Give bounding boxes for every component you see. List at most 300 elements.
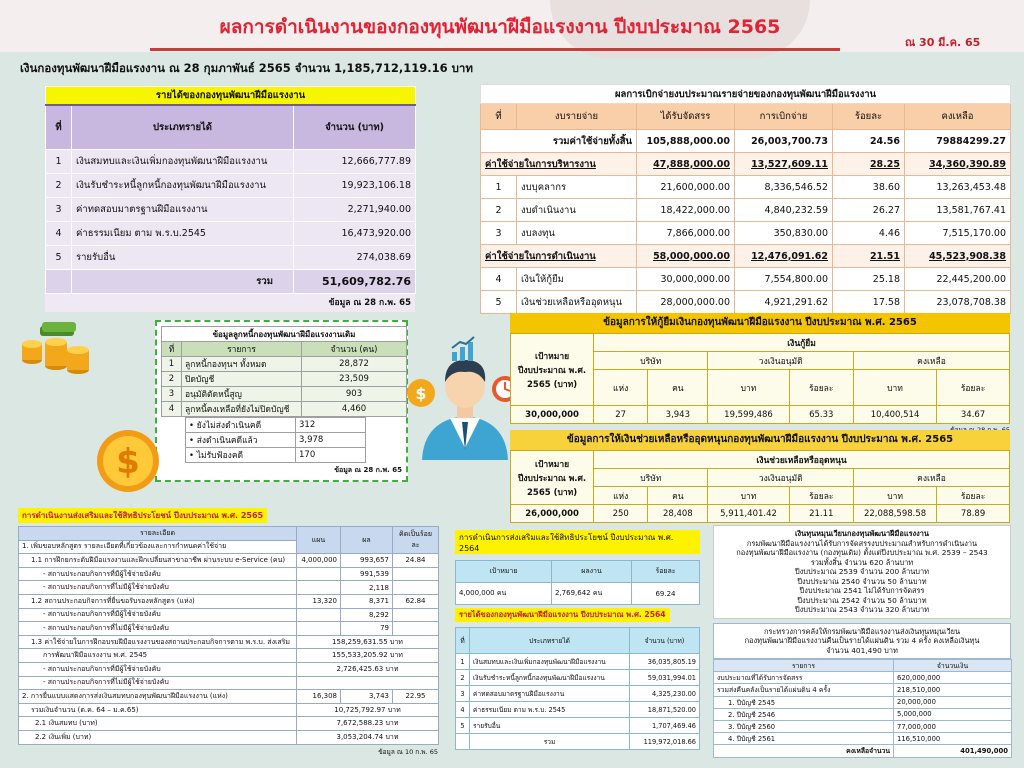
table-row	[19, 622, 439, 636]
cell-value: 21.11	[789, 505, 853, 523]
table-row	[162, 357, 407, 372]
cell-target: 26,000,000	[511, 505, 594, 523]
table-row	[19, 567, 439, 581]
cell-plan: 4,000,000	[297, 554, 341, 568]
promotion-header-result: ผล	[341, 527, 393, 554]
cell-no: 5	[456, 718, 470, 734]
cell-value: 22,088,598.58	[854, 505, 937, 523]
cell-total-label: รวม	[72, 270, 294, 294]
cell-no: 2	[46, 174, 72, 198]
cell-value: 10,400,514	[853, 406, 936, 424]
cell-no: 2	[162, 372, 182, 387]
cell-name: • ไม่รับฟ้องคดี	[186, 448, 296, 463]
cell-amount: 116,510,000	[894, 733, 1012, 745]
cell-value: 3,943	[648, 406, 708, 424]
cell-name: ลูกหนี้กองทุนฯ ทั้งหมด	[182, 357, 302, 372]
grant-group: เงินช่วยเหลือหรืออุดหนุน	[594, 451, 1010, 469]
circulation-panel	[713, 525, 1011, 758]
debtor-table	[161, 326, 407, 417]
cell-result: 3,053,204.74 บาท	[297, 730, 439, 744]
cell-pct: 38.60	[833, 176, 905, 199]
cell-result: 8,371	[341, 594, 393, 608]
income-source: ข้อมูล ณ 28 ก.พ. 65	[45, 294, 415, 312]
loan-remain: คงเหลือ	[853, 352, 1009, 370]
cell-total-label: รวม	[470, 734, 630, 750]
cell-name: รายรับอื่น	[470, 718, 630, 734]
cell-spent: 8,336,546.52	[735, 176, 833, 199]
cell-result: 79	[341, 622, 393, 636]
income-caption: รายได้ของกองทุนพัฒนาฝีมือแรงงาน	[46, 87, 416, 105]
cell-result: 993,657	[341, 554, 393, 568]
cell-pct: 24.84	[393, 554, 439, 568]
grant-col-pct: ร้อยละ	[789, 487, 853, 505]
cell-name: เงินช่วยเหลือหรืออุดหนุน	[517, 291, 637, 314]
cell-name: เงินให้กู้ยืม	[517, 268, 637, 291]
income64-panel	[455, 602, 700, 750]
cell-value: 19,599,486	[708, 406, 789, 424]
income64-header-amount: จำนวน (บาท)	[630, 628, 700, 654]
cell-name: ค่าธรรมเนียม ตาม พ.ร.บ.2545	[72, 222, 294, 246]
cell-no: 2	[481, 199, 517, 222]
cell-pct: 4.46	[833, 222, 905, 245]
table-row	[19, 581, 439, 595]
cell-value: 28,872	[302, 357, 407, 372]
circulation-line: ปีงบประมาณ 2539 จำนวน 200 ล้านบาท	[795, 567, 929, 576]
cell-pct: 24.56	[833, 130, 905, 153]
circulation-line: ปีงบประมาณ 2542 จำนวน 50 ล้านบาท	[797, 595, 927, 605]
svg-text:$: $	[415, 384, 427, 403]
promotion-panel	[18, 503, 438, 757]
cell-value: 34.67	[937, 406, 1010, 424]
income64-total-row	[456, 734, 700, 750]
cell-name: เงินรับชำระหนี้ลูกหนี้กองทุนพัฒนาฝีมือแรงงาน	[470, 670, 630, 686]
table-row	[714, 672, 1012, 684]
cell-allocated: 7,866,000.00	[637, 222, 735, 245]
cell-pct: 17.58	[833, 291, 905, 314]
cell-no: 4	[481, 268, 517, 291]
cell-value: 28,408	[648, 505, 708, 523]
cell-allocated: 18,422,000.00	[637, 199, 735, 222]
cell-total: 119,972,018.66	[630, 734, 700, 750]
cell-name: 2.2 เงินเพิ่ม (บาท)	[19, 730, 297, 744]
table-row	[456, 686, 700, 702]
table-row	[186, 418, 366, 433]
promotion-table	[18, 526, 439, 745]
cell-remain: 23,078,708.38	[905, 291, 1011, 314]
table-row	[186, 433, 366, 448]
cell-allocated: 105,888,000.00	[637, 130, 735, 153]
return-line: กระทรวงการคลังให้กรมพัฒนาฝีมือแรงงานส่งเงินทุนหมุนเวียน	[763, 626, 961, 636]
cell-result: 158,259,631.55 บาท	[297, 635, 439, 649]
cell-name: 2. ปีบัญชี 2546	[714, 708, 894, 720]
cell-result: 8,292	[341, 608, 393, 622]
table-row	[46, 150, 416, 174]
cell-no: 3	[162, 387, 182, 402]
cell-remain: 13,581,767.41	[905, 199, 1011, 222]
coin-stack-icon	[18, 318, 98, 378]
table-row	[19, 554, 439, 568]
cell-name: ค่าทดสอบมาตรฐานฝีมือแรงงาน	[72, 198, 294, 222]
cell-value: 903	[302, 387, 407, 402]
table-row	[46, 246, 416, 270]
promotion-header-detail: รายละเอียด	[19, 527, 297, 541]
income-total-row	[46, 270, 416, 294]
cell-no: 5	[481, 291, 517, 314]
svg-text:$: $	[116, 442, 140, 482]
circulation-line: ปีงบประมาณ 2540 จำนวน 50 ล้านบาท	[797, 576, 927, 586]
cell-amount: 2,271,940.00	[294, 198, 416, 222]
circulation-line: ปีงบประมาณ 2541 ไม่ได้รับการจัดสรร	[799, 586, 925, 595]
cell-amount: 77,000,000	[894, 720, 1012, 732]
loan-panel	[510, 313, 1010, 435]
grant-approved: วงเงินอนุมัติ	[708, 469, 854, 487]
circulation-line: กองทุนพัฒนาฝีมือแรงงาน (กองทุนเดิม) ตั้งแต่ปีงบประมาณ พ.ศ. 2539 – 2543	[736, 548, 988, 557]
loan-target-label: เป้าหมาย ปีงบประมาณ พ.ศ. 2565 (บาท)	[511, 334, 594, 406]
circulation-remain-row	[714, 745, 1012, 757]
grant-remain: คงเหลือ	[854, 469, 1010, 487]
income64-table	[455, 627, 700, 750]
cell-pct: 22.95	[393, 690, 439, 704]
debtor-caption: ข้อมูลลูกหนี้กองทุนพัฒนาฝีมือแรงงานเดิม	[162, 327, 407, 342]
loan-col-people: คน	[648, 370, 708, 406]
income-table	[45, 86, 416, 294]
expense-caption: ผลการเบิกจ่ายงบประมาณรายจ่ายของกองทุนพัฒนาฝีมือแรงงาน	[481, 85, 1011, 104]
debtor-header-count: จำนวน (คน)	[302, 342, 407, 357]
cell-allocated: 47,888,000.00	[637, 153, 735, 176]
cell-value: 170	[296, 448, 366, 463]
table-row	[19, 594, 439, 608]
circulation-table	[713, 659, 1012, 758]
cell-no: 1	[481, 176, 517, 199]
cell-name: เงินสมทบและเงินเพิ่มกองทุนพัฒนาฝีมือแรงงาน	[72, 150, 294, 174]
cell-name: งบประมาณที่ได้รับการจัดสรร	[714, 672, 894, 684]
cell-result: 7,672,588.23 บาท	[297, 717, 439, 731]
cell-remain: 45,523,908.38	[905, 245, 1011, 268]
cell-name: 2. การยื่นแบบแสดงการส่งเงินสมทบกองทุนพัฒนาฝีมือแรงงาน (แห่ง)	[19, 690, 297, 704]
expense-header-allocated: ได้รับจัดสรร	[637, 104, 735, 130]
circulation-line: ปีงบประมาณ 2543 จำนวน 320 ล้านบาท	[795, 605, 929, 614]
cell-remain-label: คงเหลือจำนวน	[714, 745, 894, 757]
cell-name: งบบุคลากร	[517, 176, 637, 199]
debtor-header-no: ที่	[162, 342, 182, 357]
cell-remain: 401,490,000	[894, 745, 1012, 757]
cell-allocated: 58,000,000.00	[637, 245, 735, 268]
promotion-header-plan: แผน	[297, 527, 341, 554]
expense-header-remain: คงเหลือ	[905, 104, 1011, 130]
growth-chart-icon	[450, 336, 476, 362]
cell-pct: 28.25	[833, 153, 905, 176]
income64-header-type: ประเภทรายได้	[470, 628, 630, 654]
cell-label: รวมค่าใช้จ่ายทั้งสิ้น	[481, 130, 637, 153]
cell-label: ค่าใช้จ่ายในการดำเนินงาน	[481, 245, 637, 268]
cell-no: 1	[456, 654, 470, 670]
cell-no: 3	[456, 686, 470, 702]
table-row	[19, 649, 439, 663]
circulation-line: รวมทั้งสิ้น จำนวน 620 ล้านบาท	[810, 557, 914, 567]
promo64-caption: การดำเนินการส่งเสริมและใช้สิทธิประโยชน์ ปีงบประมาณ พ.ศ. 2564	[455, 530, 700, 554]
circulation-info	[713, 525, 1011, 619]
loan-col-baht: บาท	[708, 370, 789, 406]
grant-col-remain-pct: ร้อยละ	[937, 487, 1010, 505]
table-row	[46, 174, 416, 198]
cell-allocated: 28,000,000.00	[637, 291, 735, 314]
cell-name: - สถานประกอบกิจการที่ไม่มีผู้ใช้จ่ายบังคับ	[19, 676, 297, 690]
cell-plan: 16,308	[297, 690, 341, 704]
cell-amount: 59,031,994.01	[630, 670, 700, 686]
cell-target: 30,000,000	[511, 406, 594, 424]
table-row	[19, 690, 439, 704]
cell-remain: 7,515,170.00	[905, 222, 1011, 245]
grant-company: บริษัท	[594, 469, 708, 487]
expense-table	[480, 84, 1011, 314]
cell-plan: 13,320	[297, 594, 341, 608]
cell-name: งบลงทุน	[517, 222, 637, 245]
cell-name: ค่าธรรมเนียม ตาม พ.ร.บ. 2545	[470, 702, 630, 718]
debtor-source: ข้อมูล ณ 28 ก.พ. 65	[334, 466, 402, 474]
loan-table	[510, 333, 1010, 424]
cell-result: 2,769,642 คน	[552, 583, 632, 605]
cell-name: - สถานประกอบกิจการที่ไม่มีผู้ใช้จ่ายบังคับ	[19, 581, 297, 595]
table-row	[481, 199, 1011, 222]
cell-result: 2,118	[341, 581, 393, 595]
table-row	[19, 608, 439, 622]
cell-result: 155,533,205.92 บาท	[297, 649, 439, 663]
table-row	[456, 718, 700, 734]
income-header-amount: จำนวน (บาท)	[294, 105, 416, 150]
cell-spent: 13,527,609.11	[735, 153, 833, 176]
table-row	[162, 387, 407, 402]
debtor-sub-table	[185, 417, 366, 463]
grant-col-baht: บาท	[708, 487, 789, 505]
cell-amount: 620,000,000	[894, 672, 1012, 684]
income-header-no: ที่	[46, 105, 72, 150]
table-row	[481, 176, 1011, 199]
promotion-caption: การดำเนินงานส่งเสริมและใช้สิทธิประโยชน์ ปีงบประมาณ พ.ศ. 2565	[18, 508, 267, 523]
cell-value: 23,509	[302, 372, 407, 387]
cell-value: 27	[594, 406, 648, 424]
promo64-table	[455, 560, 700, 605]
table-row	[19, 730, 439, 744]
cell-no: 3	[481, 222, 517, 245]
table-row	[46, 222, 416, 246]
cell-pct: 62.84	[393, 594, 439, 608]
cell-name: • ส่งดำเนินคดีแล้ว	[186, 433, 296, 448]
cell-pct: 25.18	[833, 268, 905, 291]
expense-admin-row	[481, 153, 1011, 176]
cell-name: - สถานประกอบกิจการที่มีผู้ใช้จ่ายบังคับ	[19, 608, 297, 622]
loan-col-pct: ร้อยละ	[789, 370, 853, 406]
promo64-panel	[455, 530, 700, 605]
debtor-panel	[155, 320, 408, 482]
table-row	[714, 696, 1012, 708]
cell-target: 4,000,000 คน	[456, 583, 552, 605]
table-row	[456, 702, 700, 718]
money-bag-icon	[406, 374, 436, 408]
return-line: จำนวน 401,490 บาท	[826, 645, 898, 655]
promotion-header-pct: คิดเป็นร้อยละ	[393, 527, 439, 554]
grant-caption: ข้อมูลการให้เงินช่วยเหลือหรืออุดหนุนกองทุนพัฒนาฝีมือแรงงาน ปีงบประมาณ พ.ศ. 2565	[510, 430, 1010, 450]
loan-col-places: แห่ง	[594, 370, 648, 406]
table-row	[19, 635, 439, 649]
cell-amount: 4,325,230.00	[630, 686, 700, 702]
promo64-header-result: ผลงาน	[552, 561, 632, 583]
circulation-header-item: รายการ	[714, 660, 894, 672]
loan-caption: ข้อมูลการให้กู้ยืมเงินกองทุนพัฒนาฝีมือแรงงาน ปีงบประมาณ พ.ศ. 2565	[510, 313, 1010, 333]
expense-table-panel	[480, 84, 1010, 332]
cell-total: 51,609,782.76	[294, 270, 416, 294]
cell-name: การพัฒนาฝีมือแรงงาน พ.ศ. 2545	[19, 649, 297, 663]
cell-result: 991,539	[341, 567, 393, 581]
grant-col-remain-baht: บาท	[854, 487, 937, 505]
cell-remain: 13,263,453.48	[905, 176, 1011, 199]
table-row	[19, 703, 439, 717]
table-row	[186, 448, 366, 463]
cell-amount: 12,666,777.89	[294, 150, 416, 174]
cell-no: 4	[162, 402, 182, 417]
promotion-source: ข้อมูล ณ 10 ก.พ. 65	[378, 747, 438, 756]
loan-company: บริษัท	[594, 352, 708, 370]
cell-name: - สถานประกอบกิจการที่ไม่มีผู้ใช้จ่ายบังคับ	[19, 622, 297, 636]
expense-header-spent: การเบิกจ่าย	[735, 104, 833, 130]
debtor-header-item: รายการ	[182, 342, 302, 357]
table-row	[481, 291, 1011, 314]
cell-name: 4. ปีบัญชี 2561	[714, 733, 894, 745]
table-row	[714, 684, 1012, 696]
cell-remain: 34,360,390.89	[905, 153, 1011, 176]
table-row	[714, 708, 1012, 720]
cell-name: 1.1 การฝึกยกระดับฝีมือแรงงานและฝึกเปลี่ยนสาขาอาชีพ ผ่านระบบ e-Service (คน)	[19, 554, 297, 568]
cell-name: รายรับอื่น	[72, 246, 294, 270]
cell-amount: 5,000,000	[894, 708, 1012, 720]
return-line: กองทุนพัฒนาฝีมือแรงงานคืนเป็นรายได้แผ่นดิน รวม 4 ครั้ง คงเหลือเงินทุน	[744, 636, 980, 645]
cell-spent: 26,003,700.73	[735, 130, 833, 153]
cell-name: รวมเงินจำนวน (ต.ค. 64 – ม.ค.65)	[19, 703, 297, 717]
grant-table	[510, 450, 1010, 523]
dollar-coin-icon	[95, 428, 161, 494]
cell-name: 1. ปีบัญชี 2545	[714, 696, 894, 708]
report-date: ณ 30 มี.ค. 65	[905, 36, 981, 49]
cell-spent: 12,476,091.62	[735, 245, 833, 268]
cell-no: 5	[46, 246, 72, 270]
circulation-line: เงินทุนหมุนเวียนกองทุนพัฒนาฝีมือแรงงาน	[795, 529, 929, 538]
cell-allocated: 30,000,000.00	[637, 268, 735, 291]
cell-spent: 350,830.00	[735, 222, 833, 245]
cell-spent: 4,840,232.59	[735, 199, 833, 222]
table-row	[46, 198, 416, 222]
loan-group: เงินกู้ยืม	[594, 334, 1010, 352]
table-row	[511, 505, 1010, 523]
circulation-header-amount: จำนวนเงิน	[894, 660, 1012, 672]
cell-remain: 79884299.27	[905, 130, 1011, 153]
cell-value: 250	[594, 505, 648, 523]
fund-balance-line: เงินกองทุนพัฒนาฝีมือแรงงาน ณ 28 กุมภาพันธ์ 2565 จำนวน 1,185,712,119.16 บาท	[20, 61, 473, 75]
cell-amount: 1,707,469.46	[630, 718, 700, 734]
cell-empty	[46, 270, 72, 294]
circulation-line: กรมพัฒนาฝีมือแรงงานได้รับการจัดสรรงบประมาณสำหรับการดำเนินงาน	[746, 538, 978, 548]
promo64-header-pct: ร้อยละ	[632, 561, 700, 583]
cell-name: ปิดบัญชี	[182, 372, 302, 387]
expense-header-type: งบรายจ่าย	[517, 104, 637, 130]
cell-result: 10,725,792.97 บาท	[297, 703, 439, 717]
cell-no: 2	[456, 670, 470, 686]
cell-amount: 218,510,000	[894, 684, 1012, 696]
cell-allocated: 21,600,000.00	[637, 176, 735, 199]
cell-pct: 21.51	[833, 245, 905, 268]
expense-ops-row	[481, 245, 1011, 268]
income-header-type: ประเภทรายได้	[72, 105, 294, 150]
expense-header-no: ที่	[481, 104, 517, 130]
table-row	[481, 268, 1011, 291]
income64-caption: รายได้ของกองทุนพัฒนาฝีมือแรงงาน ปีงบประมาณ พ.ศ. 2564	[455, 608, 670, 622]
expense-total-row	[481, 130, 1011, 153]
loan-approved: วงเงินอนุมัติ	[708, 352, 854, 370]
cell-value: 312	[296, 418, 366, 433]
cell-value: 3,978	[296, 433, 366, 448]
table-row	[714, 720, 1012, 732]
cell-name: รวมส่งคืนคลังเป็นรายได้แผ่นดิน 4 ครั้ง	[714, 684, 894, 696]
cell-name: งบดำเนินงาน	[517, 199, 637, 222]
table-row	[19, 717, 439, 731]
cell-name: เงินสมทบและเงินเพิ่มกองทุนพัฒนาฝีมือแรงงาน	[470, 654, 630, 670]
cell-spent: 7,554,800.00	[735, 268, 833, 291]
cell-name: 3. ปีบัญชี 2560	[714, 720, 894, 732]
cell-no: 1	[46, 150, 72, 174]
loan-col-remain-baht: บาท	[853, 370, 936, 406]
cell-value: 4,460	[302, 402, 407, 417]
cell-amount: 274,038.69	[294, 246, 416, 270]
cell-name: - สถานประกอบกิจการที่มีผู้ใช้จ่ายบังคับ	[19, 662, 297, 676]
cell-pct: 26.27	[833, 199, 905, 222]
cell-label: ค่าใช้จ่ายในการบริหารงาน	[481, 153, 637, 176]
cell-name: อนุมัติตัดหนี้สูญ	[182, 387, 302, 402]
cell-name: 1. เพิ่มขอบหลักสูตร รายละเอียดที่เกี่ยวข้องและการกำหนดค่าใช้จ่าย	[19, 540, 297, 554]
cell-name: 2.1 เงินสมทบ (บาท)	[19, 717, 297, 731]
cell-amount: 18,871,520.00	[630, 702, 700, 718]
table-row	[456, 654, 700, 670]
loan-col-remain-pct: ร้อยละ	[937, 370, 1010, 406]
grant-col-people: คน	[648, 487, 708, 505]
cell-pct: 69.24	[632, 583, 700, 605]
grant-panel	[510, 430, 1010, 534]
cell-result: 3,743	[341, 690, 393, 704]
cell-no: 4	[46, 222, 72, 246]
table-row	[456, 670, 700, 686]
cell-amount: 16,473,920.00	[294, 222, 416, 246]
title-underline	[150, 48, 840, 51]
cell-name: เงินรับชำระหนี้ลูกหนี้กองทุนพัฒนาฝีมือแรงงาน	[72, 174, 294, 198]
page-title: ผลการดำเนินงานของกองทุนพัฒนาฝีมือแรงงาน ปีงบประมาณ 2565	[219, 16, 781, 38]
cell-name: 1.3 ค่าใช้จ่ายในการฝึกอบรมฝีมือแรงงานของสถานประกอบกิจการตาม พ.ร.บ. ส่งเสริม	[19, 635, 297, 649]
cell-no: 1	[162, 357, 182, 372]
table-row	[714, 733, 1012, 745]
grant-col-places: แห่ง	[594, 487, 648, 505]
cell-value: 78.89	[937, 505, 1010, 523]
promo64-header-target: เป้าหมาย	[456, 561, 552, 583]
cell-remain: 22,445,200.00	[905, 268, 1011, 291]
cell-value: 65.33	[789, 406, 853, 424]
table-row	[19, 676, 439, 690]
cell-result: 2,726,425.63 บาท	[297, 662, 439, 676]
table-row	[19, 662, 439, 676]
income-table-panel	[45, 86, 415, 312]
expense-header-pct: ร้อยละ	[833, 104, 905, 130]
grant-target-label: เป้าหมาย ปีงบประมาณ พ.ศ. 2565 (บาท)	[511, 451, 594, 505]
cell-amount: 36,035,805.19	[630, 654, 700, 670]
table-row	[481, 222, 1011, 245]
cell-name: ค่าทดสอบมาตรฐานฝีมือแรงงาน	[470, 686, 630, 702]
cell-no: 3	[46, 198, 72, 222]
income64-header-no: ที่	[456, 628, 470, 654]
